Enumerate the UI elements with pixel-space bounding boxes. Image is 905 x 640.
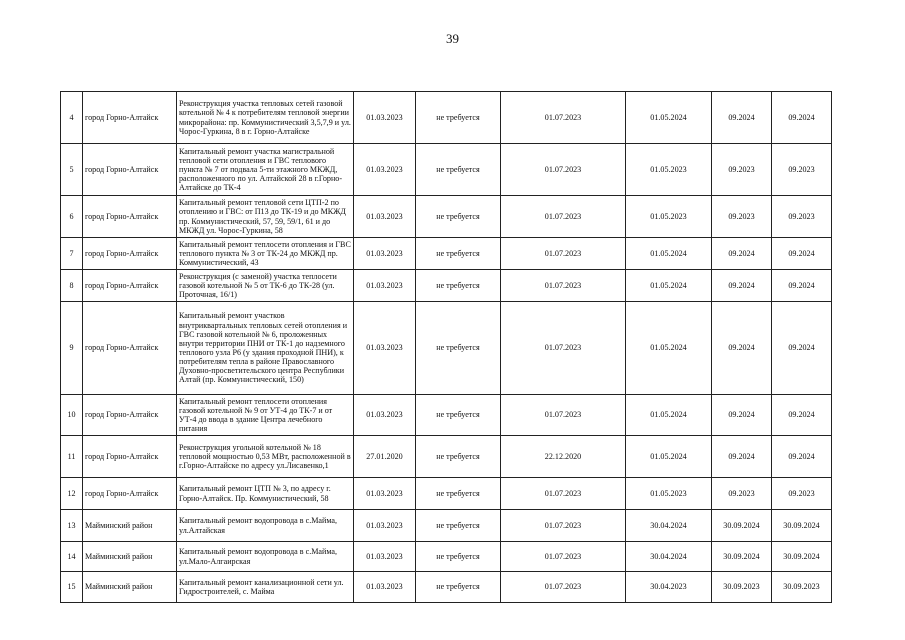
start-date-cell: 01.03.2023 xyxy=(354,270,416,302)
start-date-cell: 01.03.2023 xyxy=(354,238,416,270)
project-date-cell: 01.07.2023 xyxy=(501,238,626,270)
row-number: 15 xyxy=(61,572,83,603)
table-row xyxy=(61,542,832,572)
completion-month-cell: 30.09.2023 xyxy=(712,572,772,603)
municipality-cell: Майминский район xyxy=(83,542,177,572)
completion-date-cell: 30.04.2024 xyxy=(626,542,712,572)
project-date-cell: 01.07.2023 xyxy=(501,196,626,238)
completion-month-cell: 09.2024 xyxy=(712,436,772,478)
expertise-cell: не требуется xyxy=(416,436,501,478)
commissioning-month-cell: 30.09.2023 xyxy=(772,572,832,603)
project-date-cell: 22.12.2020 xyxy=(501,436,626,478)
project-date-cell: 01.07.2023 xyxy=(501,542,626,572)
completion-date-cell: 01.05.2024 xyxy=(626,302,712,395)
work-description-cell: Капитальный ремонт участка магистральной тепловой сети отопления и ГВС теплового пункта № 7 от подвала 5-ти этажного МКЖД, расположенного по ул. Алтайской 28 в г.Горно-Алтайске до ТК-4 xyxy=(177,144,354,196)
project-date-cell: 01.07.2023 xyxy=(501,270,626,302)
completion-month-cell: 09.2024 xyxy=(712,270,772,302)
work-description-cell: Реконструкция (с заменой) участка теплосети газовой котельной № 5 от ТК-6 до ТК-28 (ул. Проточная, 16/1) xyxy=(177,270,354,302)
municipality-cell: город Горно-Алтайск xyxy=(83,196,177,238)
page-number: 39 xyxy=(446,31,459,46)
completion-date-cell: 01.05.2023 xyxy=(626,196,712,238)
completion-date-cell: 01.05.2024 xyxy=(626,395,712,436)
municipality-cell: город Горно-Алтайск xyxy=(83,478,177,510)
municipality-cell: город Горно-Алтайск xyxy=(83,395,177,436)
table-row xyxy=(61,196,832,238)
expertise-cell: не требуется xyxy=(416,572,501,603)
start-date-cell: 01.03.2023 xyxy=(354,144,416,196)
expertise-cell: не требуется xyxy=(416,302,501,395)
commissioning-month-cell: 09.2024 xyxy=(772,270,832,302)
completion-date-cell: 01.05.2024 xyxy=(626,238,712,270)
table-row xyxy=(61,302,832,395)
commissioning-month-cell: 09.2024 xyxy=(772,436,832,478)
commissioning-month-cell: 09.2024 xyxy=(772,92,832,144)
commissioning-month-cell: 09.2024 xyxy=(772,302,832,395)
row-number: 13 xyxy=(61,510,83,542)
table-row xyxy=(61,92,832,144)
completion-date-cell: 01.05.2023 xyxy=(626,144,712,196)
commissioning-month-cell: 09.2023 xyxy=(772,144,832,196)
expertise-cell: не требуется xyxy=(416,144,501,196)
project-date-cell: 01.07.2023 xyxy=(501,510,626,542)
table-row xyxy=(61,510,832,542)
completion-month-cell: 30.09.2024 xyxy=(712,542,772,572)
project-date-cell: 01.07.2023 xyxy=(501,92,626,144)
start-date-cell: 01.03.2023 xyxy=(354,572,416,603)
project-date-cell: 01.07.2023 xyxy=(501,395,626,436)
completion-date-cell: 01.05.2024 xyxy=(626,436,712,478)
completion-month-cell: 09.2023 xyxy=(712,196,772,238)
work-description-cell: Реконструкция участка тепловых сетей газовой котельной № 4 к потребителям тепловой энергии микрорайона: пр. Коммунистический 3,5,7,9 и ул. Чорос-Гуркина, 8 в г. Горно-Алтайске xyxy=(177,92,354,144)
expertise-cell: не требуется xyxy=(416,542,501,572)
table-row xyxy=(61,238,832,270)
start-date-cell: 01.03.2023 xyxy=(354,196,416,238)
start-date-cell: 01.03.2023 xyxy=(354,510,416,542)
municipality-cell: город Горно-Алтайск xyxy=(83,92,177,144)
work-description-cell: Капитальный ремонт теплосети отопления газовой котельной № 9 от УТ-4 до ТК-7 и от УТ-4 до ввода в здание Центра лечебного питания xyxy=(177,395,354,436)
start-date-cell: 01.03.2023 xyxy=(354,302,416,395)
table-row xyxy=(61,478,832,510)
work-description-cell: Капитальный ремонт водопровода в с.Майма, ул.Алтайская xyxy=(177,510,354,542)
work-description-cell: Реконструкция угольной котельной № 18 тепловой мощностью 0,53 МВт, расположенной в г.Горно-Алтайске по адресу ул.Лисавенко,1 xyxy=(177,436,354,478)
expertise-cell: не требуется xyxy=(416,270,501,302)
municipality-cell: город Горно-Алтайск xyxy=(83,270,177,302)
completion-date-cell: 30.04.2024 xyxy=(626,510,712,542)
expertise-cell: не требуется xyxy=(416,196,501,238)
commissioning-month-cell: 09.2024 xyxy=(772,395,832,436)
table-row xyxy=(61,436,832,478)
completion-month-cell: 30.09.2024 xyxy=(712,510,772,542)
project-date-cell: 01.07.2023 xyxy=(501,572,626,603)
row-number: 12 xyxy=(61,478,83,510)
table-row xyxy=(61,395,832,436)
row-number: 7 xyxy=(61,238,83,270)
work-description-cell: Капитальный ремонт канализационной сети ул. Гидростроителей, с. Майма xyxy=(177,572,354,603)
municipality-cell: город Горно-Алтайск xyxy=(83,302,177,395)
start-date-cell: 27.01.2020 xyxy=(354,436,416,478)
table-row xyxy=(61,572,832,603)
work-description-cell: Капитальный ремонт водопровода в с.Майма, ул.Мало-Алгаирская xyxy=(177,542,354,572)
work-description-cell: Капитальный ремонт ЦТП № 3, по адресу г. Горно-Алтайск. Пр. Коммунистический, 58 xyxy=(177,478,354,510)
start-date-cell: 01.03.2023 xyxy=(354,92,416,144)
commissioning-month-cell: 30.09.2024 xyxy=(772,510,832,542)
row-number: 9 xyxy=(61,302,83,395)
row-number: 14 xyxy=(61,542,83,572)
completion-month-cell: 09.2024 xyxy=(712,238,772,270)
row-number: 4 xyxy=(61,92,83,144)
completion-month-cell: 09.2024 xyxy=(712,92,772,144)
start-date-cell: 01.03.2023 xyxy=(354,478,416,510)
project-date-cell: 01.07.2023 xyxy=(501,144,626,196)
start-date-cell: 01.03.2023 xyxy=(354,542,416,572)
municipality-cell: город Горно-Алтайск xyxy=(83,238,177,270)
expertise-cell: не требуется xyxy=(416,395,501,436)
expertise-cell: не требуется xyxy=(416,510,501,542)
row-number: 8 xyxy=(61,270,83,302)
work-description-cell: Капитальный ремонт участков внутриквартальных тепловых сетей отопления и ГВС газовой котельной № 6, проложенных внутри территории ПНИ от ТК-1 до надземного теплового узла Р6 (у здания проходной ПНИ), к потребителям тепла в районе Православного Духовно-просветительского центра Республики Алтай (пр. Коммунистический, 150) xyxy=(177,302,354,395)
municipality-cell: город Горно-Алтайск xyxy=(83,144,177,196)
row-number: 6 xyxy=(61,196,83,238)
start-date-cell: 01.03.2023 xyxy=(354,395,416,436)
completion-date-cell: 01.05.2024 xyxy=(626,92,712,144)
completion-date-cell: 30.04.2023 xyxy=(626,572,712,603)
completion-month-cell: 09.2024 xyxy=(712,302,772,395)
commissioning-month-cell: 30.09.2024 xyxy=(772,542,832,572)
municipality-cell: Майминский район xyxy=(83,572,177,603)
expertise-cell: не требуется xyxy=(416,478,501,510)
row-number: 5 xyxy=(61,144,83,196)
table-row xyxy=(61,144,832,196)
table-row xyxy=(61,270,832,302)
work-description-cell: Капитальный ремонт тепловой сети ЦТП-2 по отоплению и ГВС: от П13 до ТК-19 и до МКЖД пр. Коммунистический, 57, 59, 59/1, 61 и до МКЖД ул. Чорос-Гуркина, 58 xyxy=(177,196,354,238)
project-date-cell: 01.07.2023 xyxy=(501,478,626,510)
work-description-cell: Капитальный ремонт теплосети отопления и ГВС теплового пункта № 3 от ТК-24 до МКЖД пр. Коммунистический, 43 xyxy=(177,238,354,270)
completion-month-cell: 09.2024 xyxy=(712,395,772,436)
project-date-cell: 01.07.2023 xyxy=(501,302,626,395)
schedule-table xyxy=(60,91,832,603)
table-body xyxy=(61,92,832,603)
municipality-cell: Майминский район xyxy=(83,510,177,542)
completion-month-cell: 09.2023 xyxy=(712,478,772,510)
completion-date-cell: 01.05.2024 xyxy=(626,270,712,302)
expertise-cell: не требуется xyxy=(416,92,501,144)
municipality-cell: город Горно-Алтайск xyxy=(83,436,177,478)
commissioning-month-cell: 09.2023 xyxy=(772,196,832,238)
expertise-cell: не требуется xyxy=(416,238,501,270)
row-number: 11 xyxy=(61,436,83,478)
row-number: 10 xyxy=(61,395,83,436)
completion-month-cell: 09.2023 xyxy=(712,144,772,196)
commissioning-month-cell: 09.2024 xyxy=(772,238,832,270)
completion-date-cell: 01.05.2023 xyxy=(626,478,712,510)
commissioning-month-cell: 09.2023 xyxy=(772,478,832,510)
